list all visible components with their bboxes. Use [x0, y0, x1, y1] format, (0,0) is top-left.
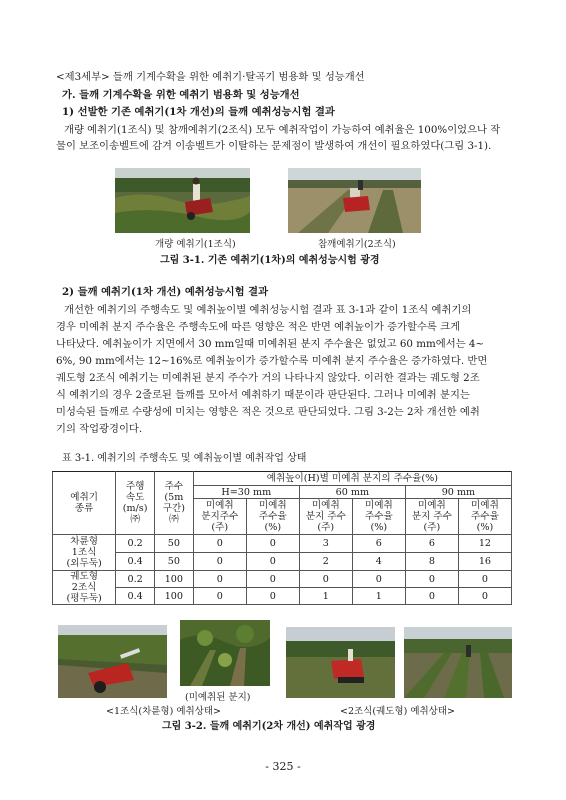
cell-rate-60: 4 — [352, 553, 405, 571]
figure2-mid-caption: (미예취된 분지) — [185, 692, 251, 703]
figure1-right-caption: 참깨예취기(2조식) — [318, 239, 396, 250]
sesame-reaper-photo — [288, 168, 421, 233]
header-plant-count: 주수 (5m 구간) ㈜ — [154, 472, 193, 535]
subheader-count-90: 미예취 분지 주수 (주) — [405, 499, 458, 535]
section1-line-2: 물이 보조이송벨트에 감겨 이송벨트가 이탈하는 문제점이 발생하여 개선이 필요하였다(그림 3-1). — [56, 140, 492, 152]
header-travel-speed: 주행 속도 (m/s) ㈜ — [116, 472, 155, 535]
figure2-title: 그림 3-2. 들깨 예취기(2차 개선) 예취작업 광경 — [162, 721, 376, 732]
table-row — [53, 535, 512, 553]
improved-reaper-photo — [115, 168, 250, 233]
uncut-branch-photo — [180, 620, 270, 686]
header-machine-type: 예취기 종류 — [53, 472, 116, 535]
reaper-performance-table — [52, 471, 512, 605]
subheader-rate-90: 미예취 주수율 (%) — [458, 499, 511, 535]
track-type-reaper-photo-1 — [286, 627, 395, 698]
cell-rate-90: 16 — [458, 553, 511, 571]
page-number: - 325 - — [265, 760, 301, 773]
figure2-left-caption: <1조식(차륜형) 예취상태> — [106, 706, 221, 717]
cell-count-90: 6 — [405, 535, 458, 553]
section2-line-5: 궤도형 2조식 예취기는 미예취된 분지 주수가 거의 나타나지 않았다. 이러한 결과는 궤도형 2조 — [56, 372, 480, 384]
section1-line-1: 개량 예취기(1조식) 및 참깨예취기(2조식) 모두 예취작업이 가능하여 예취율은 100%이었으나 작 — [64, 124, 501, 136]
cell-speed: 0.4 — [116, 588, 155, 605]
cell-speed: 0.2 — [116, 535, 155, 553]
document-heading: <제3세부> 들깨 기계수확을 위한 예취기·탈곡기 범용화 및 성능개선 — [56, 71, 365, 83]
section1-title: 1) 선발한 기존 예취기(1차 개선)의 들깨 예취성능시험 결과 — [62, 106, 335, 118]
cell-count-60: 2 — [299, 553, 352, 571]
table-row — [53, 553, 512, 571]
figure2-right-caption: <2조식(궤도형) 예취상태> — [340, 706, 455, 717]
table-row — [53, 588, 512, 605]
table-caption: 표 3-1. 예취기의 주행속도 및 예취높이별 예취작업 상태 — [62, 453, 307, 464]
header-height-30: H=30 mm — [193, 486, 299, 499]
cell-plants: 50 — [154, 535, 193, 553]
header-group-uncut-rate: 예취높이(H)별 미예취 분지의 주수율(%) — [193, 472, 511, 486]
figure1-left-caption: 개량 예취기(1조식) — [155, 239, 236, 250]
cell-count-90: 0 — [405, 588, 458, 605]
table-row — [53, 571, 512, 588]
cell-plants: 50 — [154, 553, 193, 571]
cell-count-60: 0 — [299, 571, 352, 588]
section2-line-8: 기의 작업광경이다. — [56, 423, 143, 435]
figure1-title: 그림 3-1. 기존 예취기(1차)의 예취성능시험 광경 — [160, 255, 380, 266]
cell-count-30: 0 — [193, 571, 246, 588]
machine-track-type: 궤도형 2조식 (평두둑) — [53, 571, 116, 605]
cell-count-60: 3 — [299, 535, 352, 553]
subheader-count-30: 미예취 분지주수 (주) — [193, 499, 246, 535]
cell-rate-60: 0 — [352, 571, 405, 588]
cell-count-90: 0 — [405, 571, 458, 588]
subheader-count-60: 미예취 분지 주수 (주) — [299, 499, 352, 535]
section2-line-2: 경우 미예취 분지 주수율은 주행속도에 따른 영향은 적은 반면 예취높이가 증가할수록 크게 — [56, 321, 461, 333]
subheader-rate-60: 미예취 주수율 (%) — [352, 499, 405, 535]
cell-rate-60: 6 — [352, 535, 405, 553]
subheading: 가. 들깨 기계수확을 위한 예취기 범용화 및 성능개선 — [62, 89, 300, 101]
section2-line-4: 6%, 90 mm에서는 12~16%로 예취높이가 증가할수록 미예취 분지 주수율은 증가하였다. 반면 — [56, 355, 488, 367]
cell-count-90: 8 — [405, 553, 458, 571]
cell-count-30: 0 — [193, 535, 246, 553]
section2-line-1: 개선한 예취기의 주행속도 및 예취높이별 예취성능시험 결과 표 3-1과 같이 1조식 예취기의 — [64, 304, 472, 316]
cell-rate-90: 12 — [458, 535, 511, 553]
section2-title: 2) 들깨 예취기(1차 개선) 예취성능시험 결과 — [62, 286, 269, 298]
section2-line-3: 나타났다. 예취높이가 지면에서 30 mm일때 미예취된 분지 주수율은 없었고 60 mm에서는 4~ — [56, 338, 485, 350]
header-height-90: 90 mm — [405, 486, 511, 499]
cell-count-30: 0 — [193, 553, 246, 571]
cell-rate-30: 0 — [246, 588, 299, 605]
cell-rate-90: 0 — [458, 588, 511, 605]
cell-plants: 100 — [154, 571, 193, 588]
wheel-type-reaper-photo — [58, 625, 167, 698]
cell-count-30: 0 — [193, 588, 246, 605]
track-type-reaper-photo-2 — [404, 627, 512, 698]
section2-line-6: 식 예취기의 경우 2줄로된 들깨를 모아서 예취하기 때문이라 판단된다. 그러나 미예취 분지는 — [56, 389, 470, 401]
cell-rate-30: 0 — [246, 571, 299, 588]
cell-speed: 0.2 — [116, 571, 155, 588]
cell-plants: 100 — [154, 588, 193, 605]
cell-rate-30: 0 — [246, 535, 299, 553]
cell-speed: 0.4 — [116, 553, 155, 571]
cell-rate-90: 0 — [458, 571, 511, 588]
header-height-60: 60 mm — [299, 486, 405, 499]
machine-wheel-type: 차륜형 1조식 (외두둑) — [53, 535, 116, 571]
cell-count-60: 1 — [299, 588, 352, 605]
cell-rate-30: 0 — [246, 553, 299, 571]
section2-line-7: 미성숙된 들깨로 수량성에 미치는 영향은 적은 것으로 판단되었다. 그림 3-2는 2차 개선한 예취 — [56, 406, 480, 418]
cell-rate-60: 1 — [352, 588, 405, 605]
subheader-rate-30: 미예취 주수율 (%) — [246, 499, 299, 535]
